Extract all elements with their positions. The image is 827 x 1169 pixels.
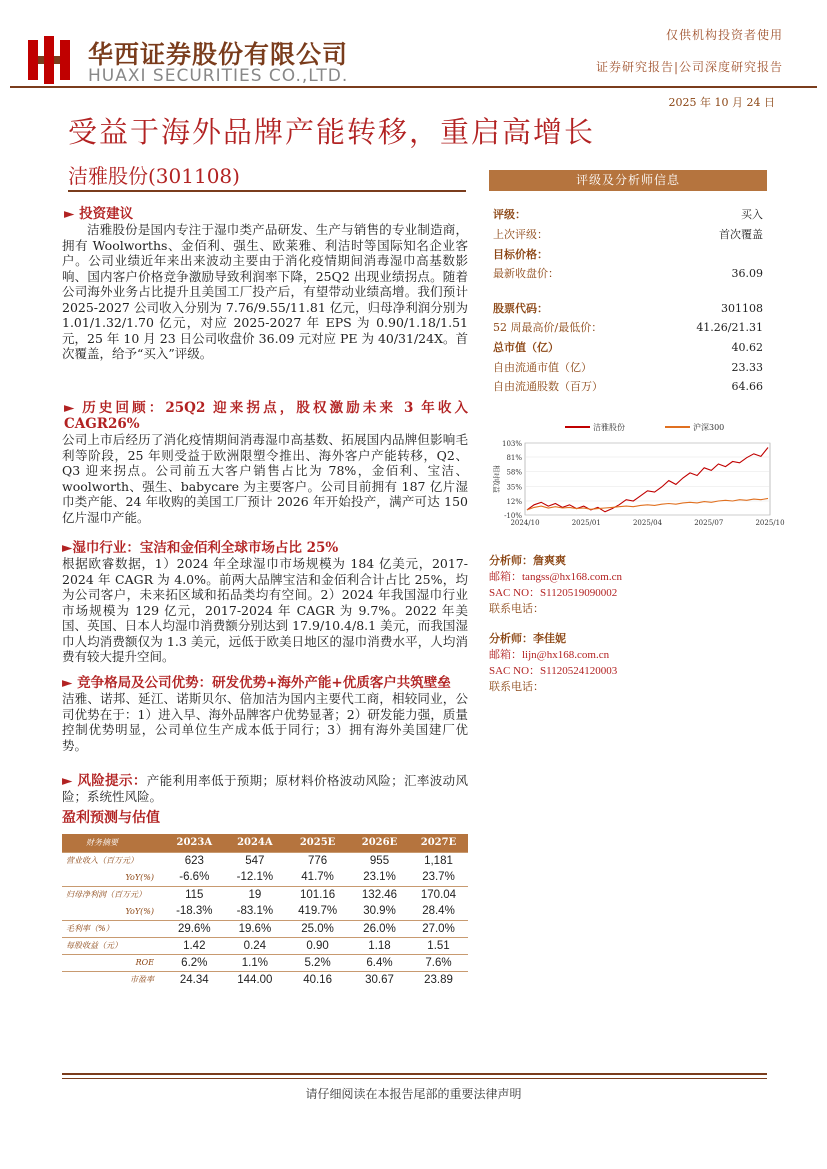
y-tick-label: 58% xyxy=(506,468,522,477)
rating-key: 评级： xyxy=(493,208,526,221)
table-cell: 26.0% xyxy=(350,920,409,937)
rating-row xyxy=(493,207,763,222)
rating-row xyxy=(493,266,763,281)
rating-row xyxy=(493,247,763,262)
analyst-email: 邮箱：tangss@hx168.com.cn xyxy=(489,571,622,583)
rating-value: 买入 xyxy=(741,208,763,221)
section-title-competition: ► 竞争格局及公司优势：研发优势+海外产能+优质客户共筑壁垒 xyxy=(62,675,451,691)
history-text: 公司上市后经历了消化疫情期间消毒湿巾高基数、拓展国内品牌但影响毛利等阶段，25 年则受益于欧洲限塑令推出、海外客户产能转移，Q2、Q3 迎来拐点。公司前五大客户销售占比为 78%，金佰利、宝洁、woolworth、强生、babycare 为主要客户。公司目前拥有 187 亿片湿巾类产能、24 年收购的美国工厂预计 2026 年开始投产，满产可达 150 亿片湿巾产能。 xyxy=(62,432,468,525)
section-title-industry: ►湿巾行业：宝洁和金佰利全球市场占比 25% xyxy=(62,540,339,556)
risk-section xyxy=(62,773,468,805)
table-cell: 1.42 xyxy=(164,937,225,954)
table-row xyxy=(62,954,468,971)
table-cell: 955 xyxy=(350,852,409,869)
forecast-header-row xyxy=(62,834,468,852)
table-cell: -6.6% xyxy=(179,871,210,884)
rating-row xyxy=(493,360,763,375)
forecast-header-cell: 2025E xyxy=(285,834,350,852)
analyst-email: 邮箱：lijn@hx168.com.cn xyxy=(489,649,610,661)
x-tick-label: 2025/01 xyxy=(571,519,601,527)
y-tick-label: 81% xyxy=(506,454,522,463)
analyst-title: 分析师：詹爽爽 xyxy=(489,554,566,567)
rating-value: 首次覆盖 xyxy=(719,228,763,241)
row-label: 毛利率（%） xyxy=(62,920,164,937)
rating-row xyxy=(493,379,763,394)
header-divider xyxy=(10,86,817,88)
table-row xyxy=(62,937,468,954)
report-type-tag: 证券研究报告|公司深度研究报告 xyxy=(595,60,783,74)
table-cell: 24.34 xyxy=(164,971,225,988)
series-line-hs300 xyxy=(527,498,768,510)
table-cell: 29.6% xyxy=(164,920,225,937)
industry-text: 根据欧睿数据，1）2024 年全球湿巾市场规模为 184 亿美元，2017-2024 年 CAGR 为 4.0%。前两大品牌宝洁和金佰利合计占比 25%，均为公司客户，未来拓区域和拓品类均有空间。2）2024 年我国湿巾行业市场规模为 129 亿元，2017-2024 年 CAGR 为 9.7%。2022 年美国、英国、日本人均湿巾消费额分别达到 17.9/10.4/8.1 美元，而我国湿巾人均消费额仅为 1.3 美元，远低于欧美日地区的湿巾消费水平，人均消费有较大提升空间。 xyxy=(62,556,468,664)
table-cell: 419.7% xyxy=(298,905,338,918)
legend-label-jieya: 洁雅股份 xyxy=(593,423,625,432)
row-label: 每股收益（元） xyxy=(62,937,164,954)
table-cell: -12.1% xyxy=(236,871,274,884)
table-cell: 547 xyxy=(225,852,286,869)
rating-value: 41.26/21.31 xyxy=(696,321,763,334)
table-cell: 23.7% xyxy=(422,871,455,884)
company-ticker: 洁雅股份(301108) xyxy=(68,164,240,188)
table-cell: 41.7% xyxy=(301,871,334,884)
y-tick-label: 35% xyxy=(506,483,522,492)
rating-key: 自由流通股数（百万） xyxy=(493,380,603,393)
table-cell: 170.04 xyxy=(409,886,468,903)
table-cell: 6.4% xyxy=(350,954,409,971)
section-title-advice: ► 投资建议 xyxy=(64,206,134,222)
table-cell: 1.51 xyxy=(409,937,468,954)
row-label: ROE xyxy=(62,954,164,971)
table-cell: 623 xyxy=(164,852,225,869)
history-review xyxy=(62,400,468,525)
table-row xyxy=(62,852,468,869)
advice-text: 洁雅股份是国内专注于湿巾类产品研发、生产与销售的专业制造商，拥有 Woolworths、金佰利、强生、欧莱雅、利洁时等国际知名企业客户。公司业绩近年来出来波动主要由于消化疫情期间消毒湿巾高基数影响、国内客户价格竞争激励导致利润率下降，25Q2 出现业绩拐点。随着公司海外业务占比提升且美国工厂投产后，有望带动业绩高增。我们预计 2025-2027 公司收入分别为 7.76/9.55/11.81 亿元，归母净利润分别为 1.01/1.32/1.70 亿元，对应 2025-2027 年 EPS 为 0.90/1.18/1.51 元，25 年 10 月 23 日公司收盘价 36.09 元对应 PE 为 40/31/24X。首次覆盖，给予“买入”评级。 xyxy=(62,222,468,361)
forecast-header-cell: 2026E xyxy=(350,834,409,852)
rating-value: 301108 xyxy=(721,302,763,315)
y-tick-label: 103% xyxy=(501,440,522,448)
legal-notice: 请仔细阅读在本报告尾部的重要法律声明 xyxy=(305,1087,522,1101)
audience-tag: 仅供机构投资者使用 xyxy=(665,28,783,42)
table-cell: 30.9% xyxy=(363,905,396,918)
rating-key: 自由流通市值（亿） xyxy=(493,361,592,374)
report-title: 受益于海外品牌产能转移，重启高增长 xyxy=(68,115,596,149)
table-cell: 1.1% xyxy=(225,954,286,971)
table-cell: 0.24 xyxy=(225,937,286,954)
x-tick-label: 2025/04 xyxy=(632,519,663,527)
forecast-header-cell: 2024A xyxy=(225,834,286,852)
rating-key: 股票代码： xyxy=(493,302,548,315)
table-row xyxy=(62,903,468,920)
table-cell: 1.18 xyxy=(350,937,409,954)
competition-section xyxy=(62,675,468,753)
table-row xyxy=(62,920,468,937)
table-cell: 19 xyxy=(225,886,286,903)
rating-key: 52 周最高价/最低价： xyxy=(493,321,603,334)
rating-key: 目标价格： xyxy=(493,248,548,261)
x-tick-label: 2024/10 xyxy=(510,519,540,527)
chart-frame xyxy=(525,443,770,515)
y-tick-label: -10% xyxy=(504,512,522,520)
rating-key: 上次评级： xyxy=(493,228,548,241)
table-cell: 0.90 xyxy=(285,937,350,954)
row-label: 营业收入（百万元） xyxy=(62,852,164,869)
rating-row xyxy=(493,320,763,335)
relative-return-chart xyxy=(480,415,785,535)
x-tick-label: 2025/07 xyxy=(694,519,724,527)
row-label: 归母净利润（百万元） xyxy=(62,886,164,903)
analyst-phone: 联系电话： xyxy=(489,602,544,615)
company-en-name: HUAXI SECURITIES CO.,LTD. xyxy=(88,66,349,86)
table-cell: 19.6% xyxy=(225,920,286,937)
competition-text: 洁雅、诺邦、延江、诺斯贝尔、倍加洁为国内主要代工商，相较同业，公司优势在于：1）进入早、海外品牌客户优势显著；2）研发能力强，质量控制优势明显，公司单位生产成本低于同行；3）拥有海外美国建厂优势。 xyxy=(62,691,468,753)
table-cell: -83.1% xyxy=(236,905,274,918)
row-label: 市盈率 xyxy=(62,971,164,988)
table-cell: 1,181 xyxy=(409,852,468,869)
table-cell: 101.16 xyxy=(285,886,350,903)
rating-value: 64.66 xyxy=(731,380,763,393)
row-label: YoY(%) xyxy=(125,872,154,882)
table-cell: 776 xyxy=(285,852,350,869)
company-cn-name: 华西证券股份有限公司 xyxy=(88,40,349,69)
rating-row xyxy=(493,301,763,316)
forecast-header-cell: 2023A xyxy=(164,834,225,852)
table-cell: 7.6% xyxy=(409,954,468,971)
rating-header: 评级及分析师信息 xyxy=(489,170,767,191)
legend-label-hs300: 沪深300 xyxy=(693,423,725,432)
table-cell: 28.4% xyxy=(422,905,455,918)
table-cell: 30.67 xyxy=(350,971,409,988)
analyst-title: 分析师：李佳妮 xyxy=(489,632,566,645)
industry-section xyxy=(62,540,468,665)
forecast-header-cell: 2027E xyxy=(409,834,468,852)
forecast-header-cell: 财务摘要 xyxy=(62,834,164,852)
x-tick-label: 2025/10 xyxy=(755,519,785,527)
table-cell: 115 xyxy=(164,886,225,903)
table-cell: 144.00 xyxy=(225,971,286,988)
table-cell: 25.0% xyxy=(285,920,350,937)
row-label: YoY(%) xyxy=(125,906,154,916)
footer-divider-thin xyxy=(62,1078,767,1079)
huaxi-logo-icon xyxy=(28,36,70,84)
table-cell: 5.2% xyxy=(285,954,350,971)
analyst-sac: SAC NO：S1120519090002 xyxy=(489,587,618,599)
table-row xyxy=(62,971,468,988)
table-cell: 23.1% xyxy=(363,871,396,884)
table-cell: 132.46 xyxy=(350,886,409,903)
table-cell: 23.89 xyxy=(409,971,468,988)
y-axis-label: 相对收益 xyxy=(492,465,500,493)
table-row xyxy=(62,869,468,886)
rating-value: 36.09 xyxy=(731,267,763,280)
forecast-table xyxy=(62,834,468,988)
analyst-sac: SAC NO：S1120524120003 xyxy=(489,665,618,677)
y-tick-label: 12% xyxy=(506,497,522,506)
company-divider xyxy=(68,190,466,192)
table-row xyxy=(62,886,468,903)
rating-row xyxy=(493,340,763,355)
rating-key: 总市值（亿） xyxy=(493,341,559,354)
table-cell: 27.0% xyxy=(409,920,468,937)
section-title-history: ► 历史回顾：25Q2 迎来拐点，股权激励未来 3 年收入 CAGR26% xyxy=(64,400,468,432)
rating-key: 最新收盘价： xyxy=(493,267,559,280)
analyst-phone: 联系电话： xyxy=(489,680,544,693)
rating-value: 40.62 xyxy=(731,341,763,354)
footer-divider xyxy=(62,1073,767,1075)
rating-row xyxy=(493,227,763,242)
section-title-risk: ► 风险提示： xyxy=(62,773,147,789)
table-cell: 6.2% xyxy=(164,954,225,971)
table-cell: -18.3% xyxy=(176,905,213,918)
forecast-title: 盈利预测与估值 xyxy=(62,810,160,826)
investment-advice xyxy=(62,206,468,362)
report-date: 2025 年 10 月 24 日 xyxy=(668,96,775,109)
risk-text: 产能利用率低于预期；原材料价格波动风险；汇率波动风险；系统性风险。 xyxy=(62,773,468,804)
table-cell: 40.16 xyxy=(285,971,350,988)
rating-value: 23.33 xyxy=(731,361,763,374)
